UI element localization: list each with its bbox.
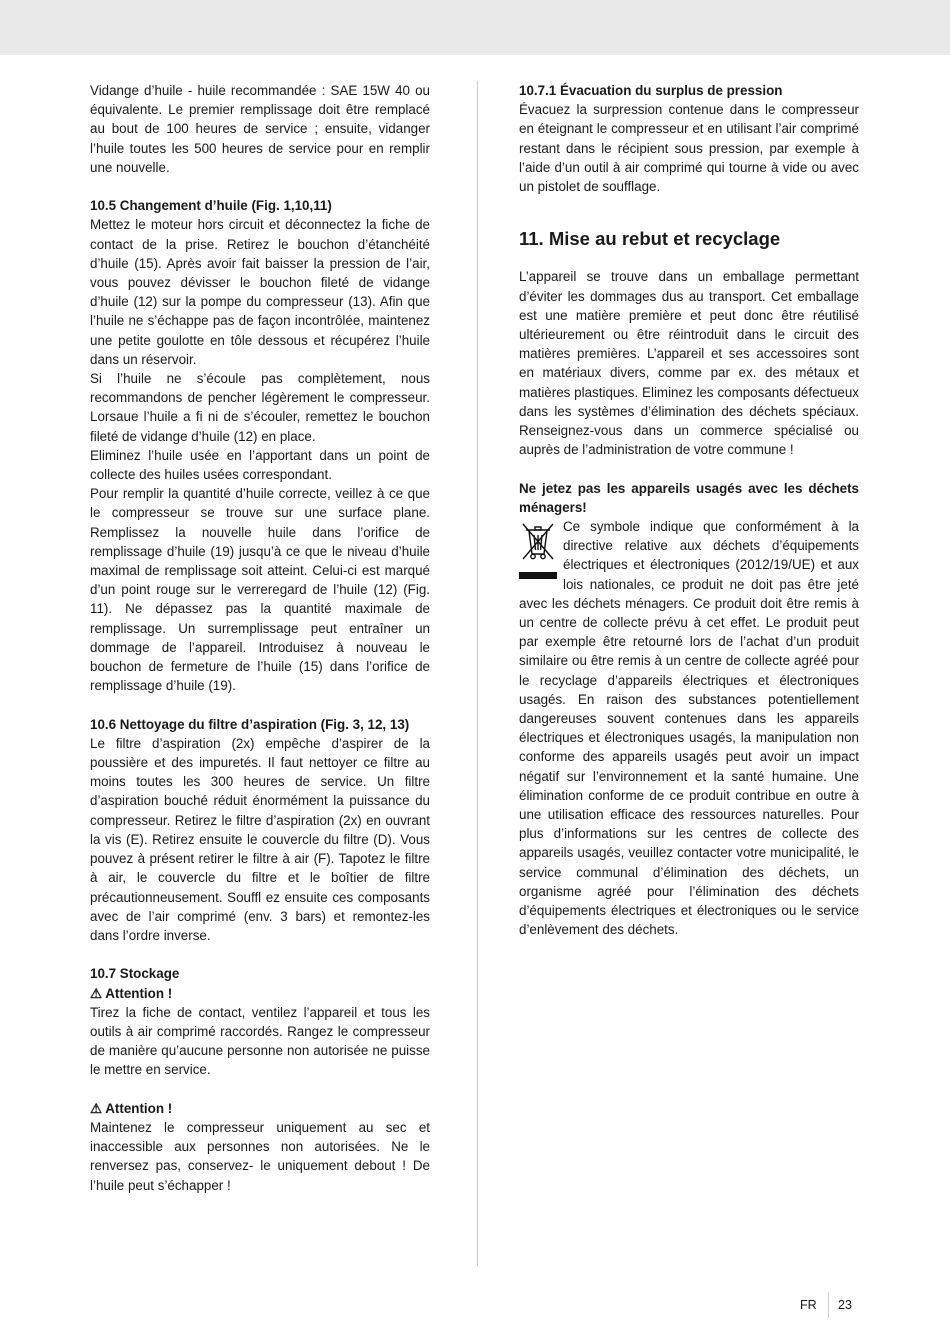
- warning-triangle-icon: ⚠: [90, 1100, 103, 1116]
- attention-label-1: [90, 984, 430, 1003]
- oil-change-intro: Vidange d’huile - huile recommandée : SAE 15W 40 ou équivalente. Le premier remplissage doit être remplacé au bout de 100 heures de service ; ensuite, vidanger l’huile toutes les 500 heures de service pour en remplir une nouvelle.: [90, 83, 430, 175]
- section-10-7-1-heading: 10.7.1 Évacuation du surplus de pression: [519, 83, 783, 98]
- warning-triangle-icon: ⚠: [90, 985, 103, 1001]
- attention-label-2: [90, 1099, 430, 1118]
- section-11-paragraph: L’appareil se trouve dans un emballage permettant d’éviter les dommages dus au transport. Cet emballage est une matière première et peut donc être réutilisé ultérieurement ou être réintroduit dans le circuit des matières premières. L’appareil et ses accessoires sont en matériaux divers, comme par ex. des métaux et matières plastiques. Eliminez les composants défectueux dans les systèmes d’élimination des déchets spéciaux. Renseignez-vous dans un commerce spécialisé ou auprès de l’administration de votre commune !: [519, 269, 859, 458]
- section-10-7-heading: 10.7 Stockage: [90, 966, 180, 982]
- section-11-heading: 11. Mise au rebut et recyclage: [519, 228, 781, 250]
- crossed-out-wheelie-bin-icon: [519, 521, 559, 579]
- attention-text-2: Attention !: [105, 1100, 173, 1116]
- section-10-6-heading: 10.6 Nettoyage du filtre d’aspiration (Fig. 3, 12, 13): [90, 716, 410, 732]
- footer-language: FR: [800, 1298, 817, 1312]
- top-gray-band: [0, 0, 950, 55]
- section-10-5-paragraph-4: Pour remplir la quantité d’huile correcte, veillez à ce que le compresseur se trouve sur une surface plane. Remplissez la nouvelle huile dans l’orifice de remplissage d’huile (19) jusqu’à ce que le niveau d’huile maximal de remplissage soit atteint. Celui-ci est marqué d’un point rouge sur le verreregard de l’huile (12) (Fig. 11). Ne dépassez pas la quantité maximale de remplissage. Un surremplissage peut entraîner un dommage de l’appareil. Introduisez à nouveau le bouchon de fermeture de l’huile (15) dans l’orifice de remplissage d’huile (19).: [90, 486, 430, 694]
- section-10-6-paragraph: Le filtre d’aspiration (2x) empêche d’aspirer de la poussière et des impuretés. Il faut nettoyer ce filtre au moins toutes les 300 heures de service. Un filtre d’aspiration bouché réduit énormément la puissance du compresseur. Retirez le filtre d’aspiration (2x) en ouvrant la vis (E). Retirez ensuite le couvercle du filtre (D). Vous pouvez à présent retirer le filtre à air (F). Tapotez le filtre à air, le couvercle du filtre et le boîtier de filtre précautionneusement. Souffl ez ensuite ces composants avec de l’air comprimé (env. 3 bars) et remontez-les dans l’ordre inverse.: [90, 735, 430, 943]
- footer-divider: [828, 1292, 829, 1318]
- attention-text-1: Attention !: [105, 985, 173, 1001]
- section-10-7-paragraph-1: Tirez la fiche de contact, ventilez l’appareil et tous les outils à air comprimé raccordés. Rangez le compresseur de manière qu’aucune personne non autorisée ne puisse le mettre en service.: [90, 1004, 430, 1078]
- section-10-7-1-paragraph: Évacuez la surpression contenue dans le compresseur en éteignant le compresseur et en utilisant l’air comprimé restant dans le récipient sous pression, par exemple à l’aide d’un outil à air comprimé qui tourne à vide ou avec un pistolet de soufflage.: [519, 102, 859, 195]
- section-10-7-paragraph-2: Maintenez le compresseur uniquement au sec et inaccessible aux personnes non autorisées. Ne le renversez pas, conservez- le uniquement debout ! De l’huile peut s’échapper !: [90, 1119, 430, 1193]
- section-10-5-paragraph-3: Eliminez l’huile usée en l’apportant dans un point de collecte des huiles usées correspondant.: [90, 447, 430, 483]
- section-10-5-paragraph-1: Mettez le moteur hors circuit et déconnectez la fiche de contact de la prise. Retirez le bouchon d’étanchéité d’huile (15). Après avoir fait baisser la pression de l’air, vous pouvez dévisser le bouchon fileté de vidange d’huile (12) sur la pompe du compresseur (13). Afin que l’huile ne s’échappe pas de façon incontrôlée, maintenez une petite goulotte en tôle dessous et récupérez l’huile dans un réservoir.: [90, 217, 430, 367]
- section-10-5-heading: 10.5 Changement d’huile (Fig. 1,10,11): [90, 198, 332, 214]
- page-number: 23: [838, 1298, 852, 1312]
- weee-black-bar: [519, 572, 557, 579]
- weee-paragraph: Ce symbole indique que conformément à la directive relative aux déchets d’équipements électriques et électroniques (2012/19/UE) et aux lois nationales, ce produit ne doit pas être jeté avec les déchets ménagers. Ce produit doit être remis à un centre de collecte prévu à cet effet. Le produit peut par exemple être retourné lors de l’achat d’un produit similaire ou être remis à un centre de collecte agréé pour le recyclage d’appareils électriques et électroniques usagés. En raison des substances potentiellement dangereuses souvent contenues dans les appareils électriques et électroniques usagés, la manipulation non conforme des appareils usagés peut avoir un impact négatif sur l’environnement et la santé humaine. Une élimination conforme de ce produit contribue en outre à une utilisation efficace des ressources naturelles. Pour plus d’informations sur les centres de collecte des appareils usagés, veuillez contacter votre municipalité, le service communal d’élimination des déchets, un organisme agréé pour l’élimination des déchets d’équipements électriques et électroniques ou le service d’enlèvement des déchets.: [519, 519, 859, 938]
- right-column: [519, 81, 859, 940]
- column-divider: [477, 81, 478, 1266]
- section-10-5-paragraph-2: Si l’huile ne s’écoule pas complètement, nous recommandons de pencher légèrement le compresseur. Lorsaue l’huile a fi ni de s’écouler, remettez le bouchon fileté de vidange d’huile (12) en place.: [90, 371, 430, 444]
- left-column: [90, 81, 430, 1195]
- weee-heading: Ne jetez pas les appareils usagés avec les déchets ménagers!: [519, 480, 859, 515]
